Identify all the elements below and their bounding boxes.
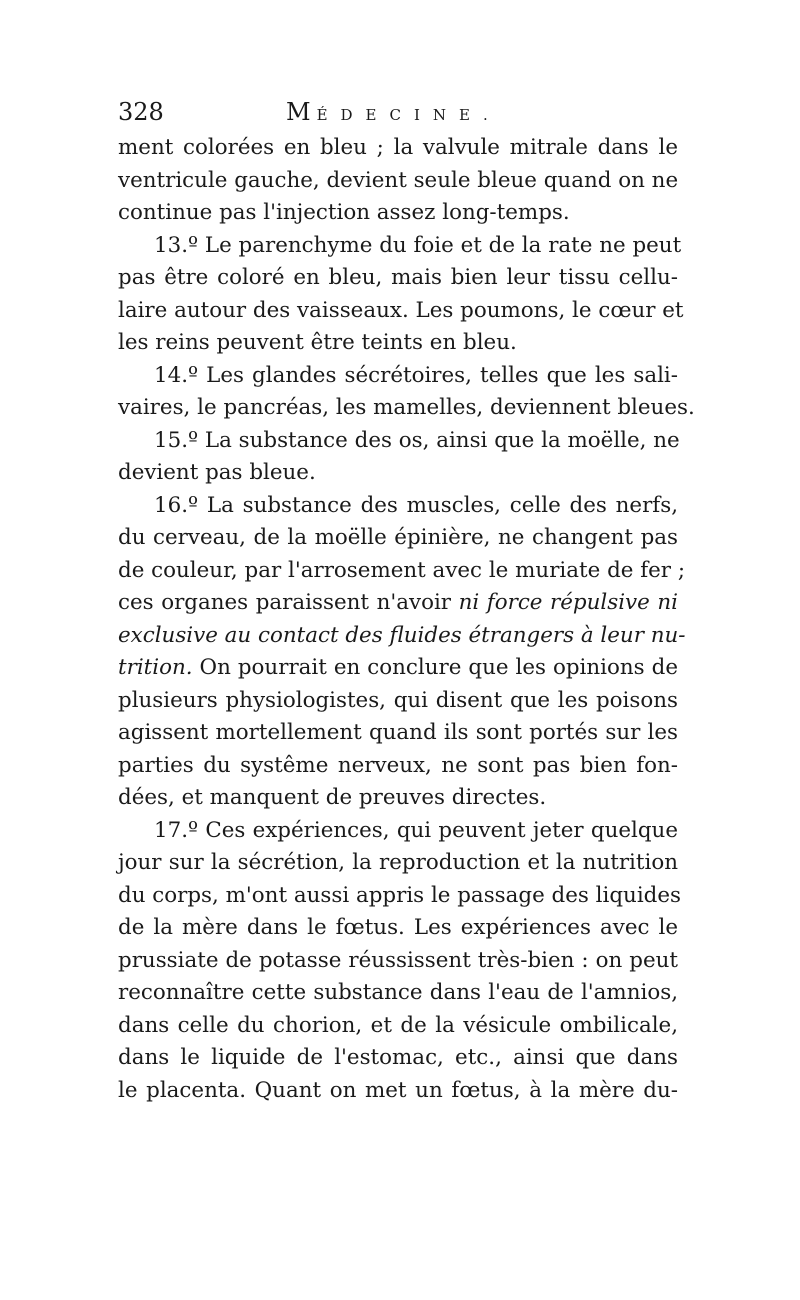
- italic-span: exclusive au contact des fluides étrangers à leur nu-: [118, 622, 686, 648]
- running-title-initial: M: [286, 98, 311, 126]
- text-line: 15.º La substance des os, ainsi que la moëlle, ne: [154, 427, 680, 453]
- text-line: agissent mortellement quand ils sont portés sur les: [118, 720, 678, 745]
- text-line: devient pas bleue.: [118, 460, 316, 485]
- text-line: 16.º La substance des muscles, celle des nerfs,: [154, 492, 678, 518]
- text-line: dans le liquide de l'estomac, etc., ainsi que dans: [118, 1045, 678, 1070]
- text-line: du cerveau, de la moëlle épinière, ne changent pas: [118, 525, 678, 550]
- text-line: 13.º Le parenchyme du foie et de la rate ne peut: [154, 232, 682, 258]
- text-line: de la mère dans le fœtus. Les expériences avec le: [118, 915, 678, 940]
- text-line: [118, 652, 678, 685]
- running-title: [286, 98, 501, 126]
- text-line: laire autour des vaisseaux. Les poumons, le cœur et: [118, 297, 684, 323]
- running-title-rest: ÉDECINE.: [316, 106, 501, 124]
- book-page: [118, 92, 695, 1107]
- text-line: ventricule gauche, devient seule bleue quand on ne: [118, 167, 679, 193]
- text-line: jour sur la sécrétion, la reproduction et la nutrition: [118, 850, 678, 875]
- text-line: ment colorées en bleu ; la valvule mitrale dans le: [118, 135, 678, 160]
- text-line: 17.º Ces expériences, qui peuvent jeter quelque: [154, 817, 678, 843]
- italic-span: trition.: [118, 655, 193, 680]
- italic-span: ni force répulsive ni: [458, 590, 678, 615]
- text-line: parties du systême nerveux, ne sont pas bien fon-: [118, 752, 678, 778]
- text-line: prussiate de potasse réussissent très-bien : on peut: [118, 947, 678, 973]
- text-line: 14.º Les glandes sécrétoires, telles que les sali-: [154, 362, 678, 388]
- text-line: continue pas l'injection assez long-temps.: [118, 200, 570, 225]
- text-line: [118, 587, 678, 620]
- text-line: dans celle du chorion, et de la vésicule ombilicale,: [118, 1012, 678, 1038]
- text-line: dées, et manquent de preuves directes.: [118, 785, 547, 810]
- page-number: 328: [118, 98, 164, 126]
- text-line: les reins peuvent être teints en bleu.: [118, 330, 517, 355]
- text-line: de couleur, par l'arrosement avec le muriate de fer ;: [118, 557, 686, 583]
- text-line: le placenta. Quant on met un fœtus, à la mère du-: [118, 1077, 678, 1103]
- text-line: reconnaître cette substance dans l'eau de l'amnios,: [118, 980, 678, 1005]
- text-span: ces organes paraissent n'avoir: [118, 590, 459, 615]
- running-head: [118, 92, 678, 132]
- text-line: [118, 620, 686, 653]
- text-line: vaires, le pancréas, les mamelles, deviennent bleues.: [118, 395, 695, 420]
- text-line: pas être coloré en bleu, mais bien leur tissu cellu-: [118, 265, 678, 290]
- body-text: [118, 132, 695, 1107]
- text-span: On pourrait en conclure que les opinions de: [192, 655, 678, 680]
- text-line: plusieurs physiologistes, qui disent que les poisons: [118, 687, 678, 713]
- text-line: du corps, m'ont aussi appris le passage des liquides: [118, 882, 681, 908]
